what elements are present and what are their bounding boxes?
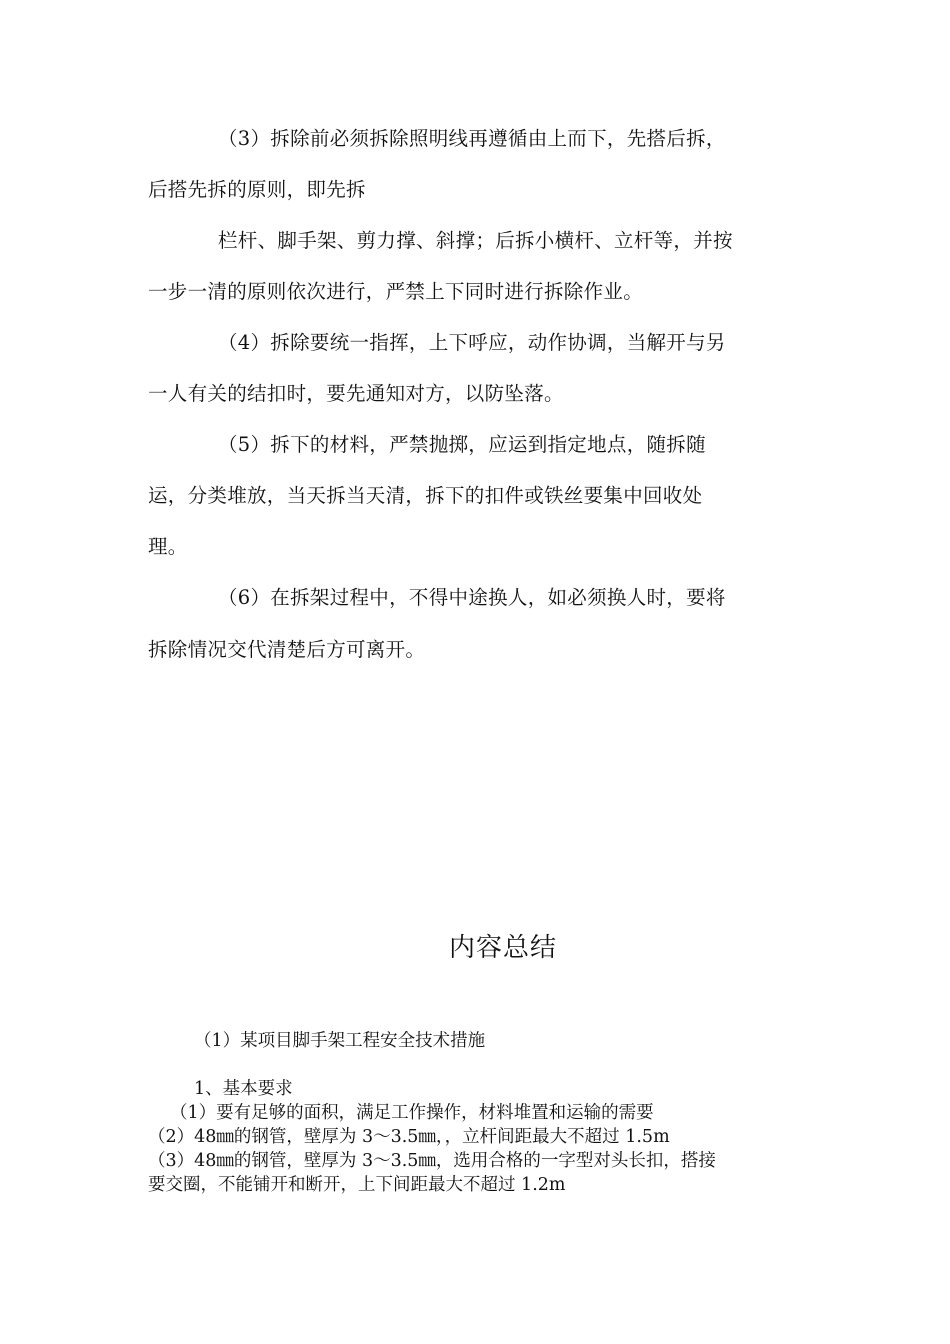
paragraph-4-line-1: （4）拆除要统一指挥，上下呼应，动作协调，当解开与另 bbox=[218, 331, 726, 354]
requirement-1: （1）要有足够的面积，满足工作操作，材料堆置和运输的需要 bbox=[170, 1103, 654, 1123]
paragraph-3-line-3: 栏杆、脚手架、剪力撑、斜撑；后拆小横杆、立杆等，并按 bbox=[218, 229, 733, 252]
summary-title: 内容总结 bbox=[449, 933, 558, 963]
paragraph-6-line-1: （6）在拆架过程中，不得中途换人，如必须换人时，要将 bbox=[218, 586, 726, 609]
paragraph-4-line-2: 一人有关的结扣时，要先通知对方，以防坠落。 bbox=[148, 382, 564, 405]
paragraph-3-line-1: （3）拆除前必须拆除照明线再遵循由上而下，先搭后拆， bbox=[218, 127, 726, 150]
paragraph-5-line-1: （5）拆下的材料，严禁抛掷，应运到指定地点，随拆随 bbox=[218, 433, 706, 456]
requirement-3-line-1: （3）48㎜的钢管，壁厚为 3～3.5㎜，选用合格的一字型对头长扣，搭接 bbox=[148, 1151, 716, 1171]
requirement-2: （2）48㎜的钢管，壁厚为 3～3.5㎜，，立杆间距最大不超过 1.5m bbox=[148, 1127, 670, 1147]
basic-requirements-heading: 1、基本要求 bbox=[194, 1079, 293, 1099]
requirement-3-line-2: 要交圈，不能铺开和断开，上下间距最大不超过 1.2m bbox=[148, 1175, 566, 1195]
summary-item-heading: （1）某项目脚手架工程安全技术措施 bbox=[194, 1031, 486, 1051]
paragraph-6-line-2: 拆除情况交代清楚后方可离开。 bbox=[148, 638, 426, 661]
paragraph-5-line-2: 运，分类堆放，当天拆当天清，拆下的扣件或铁丝要集中回收处 bbox=[148, 484, 703, 507]
paragraph-3-line-4: 一步一清的原则依次进行，严禁上下同时进行拆除作业。 bbox=[148, 280, 644, 303]
paragraph-3-line-2: 后搭先拆的原则，即先拆 bbox=[148, 178, 366, 201]
paragraph-5-line-3: 理。 bbox=[148, 535, 188, 558]
